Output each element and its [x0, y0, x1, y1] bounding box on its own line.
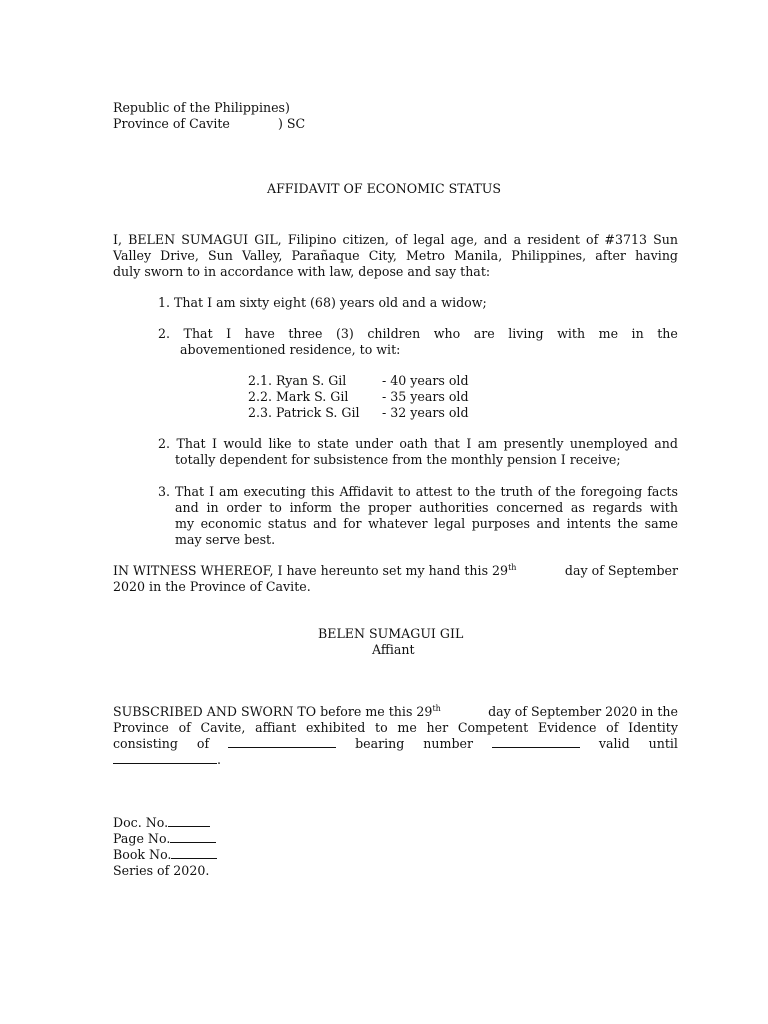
word: with: [649, 500, 678, 515]
word: and: [175, 500, 199, 515]
word: this: [310, 484, 335, 499]
word: executing: [243, 484, 306, 499]
item-2-line-2: abovementioned residence, to wit:: [180, 342, 401, 357]
word: economic: [200, 516, 262, 531]
word: I: [209, 484, 215, 499]
word: living: [508, 326, 544, 341]
witness-line-1: [113, 563, 678, 579]
word: legal: [413, 232, 445, 247]
word: having: [635, 248, 678, 263]
word: Affidavit: [339, 484, 394, 499]
caption-republic: Republic of the Philippines): [113, 100, 290, 115]
word: Manila,: [454, 248, 503, 263]
word: are: [473, 326, 495, 341]
series-year: Series of 2020.: [113, 863, 210, 878]
child-age: - 40 years old: [382, 373, 469, 388]
jurat-line-3: [113, 736, 678, 752]
item-4-line-2: [175, 500, 678, 516]
book-number-label: Book No.: [113, 847, 172, 862]
word: in: [631, 326, 644, 341]
word: proper: [368, 500, 412, 515]
word: #3713: [604, 232, 648, 247]
word: me: [397, 720, 417, 735]
word: oath: [399, 436, 428, 451]
word: presently: [503, 436, 564, 451]
word: resident: [527, 232, 580, 247]
jurat-text-b: day of September 2020 in the: [488, 704, 678, 719]
word: have: [244, 326, 275, 341]
word: a: [513, 232, 522, 247]
jurat-line-4: [113, 752, 221, 768]
word: of: [586, 232, 599, 247]
word: the: [339, 500, 361, 515]
word: and: [483, 232, 508, 247]
word: I: [226, 326, 232, 341]
jurat-of: of: [196, 736, 210, 751]
child-name: 2.2. Mark S. Gil: [248, 389, 349, 404]
word: Evidence: [537, 720, 597, 735]
child-name: 2.1. Ryan S. Gil: [248, 373, 347, 388]
book-number-blank[interactable]: [171, 847, 217, 859]
item-3-line-2: totally dependent for subsistence from the monthly pension I receive;: [175, 452, 621, 467]
word: Valley: [113, 248, 152, 263]
child-row: [248, 389, 469, 405]
word: after: [595, 248, 626, 263]
word: as: [570, 500, 585, 515]
word: would: [223, 436, 263, 451]
affiant-label: Affiant: [372, 642, 415, 657]
word: purposes: [471, 516, 530, 531]
doc-number-label: Doc. No.: [113, 815, 169, 830]
word: I,: [113, 232, 122, 247]
word: exhibited: [305, 720, 366, 735]
word: the: [617, 516, 639, 531]
word: truth: [500, 484, 533, 499]
word: concerned: [496, 500, 564, 515]
word: am: [219, 484, 239, 499]
word: Philippines,: [511, 248, 587, 263]
word: 3.: [158, 484, 171, 499]
word: status: [267, 516, 307, 531]
word: That: [176, 436, 206, 451]
word: and: [654, 436, 678, 451]
jurat-consisting: consisting: [113, 736, 178, 751]
word: BELEN: [128, 232, 176, 247]
caption-sc: ) SC: [278, 116, 306, 131]
jurat-line-1: [113, 704, 678, 720]
word: intents: [566, 516, 611, 531]
word: to: [457, 484, 470, 499]
word: to: [269, 500, 282, 515]
witness-text-a: IN WITNESS WHEREOF, I have hereunto set my hand this 29th: [113, 563, 517, 578]
word: Drive,: [160, 248, 199, 263]
word: Sun: [653, 232, 678, 247]
word: children: [367, 326, 421, 341]
word: authorities: [419, 500, 489, 515]
word: like: [268, 436, 292, 451]
word: of: [537, 484, 551, 499]
word: Cavite,: [200, 720, 246, 735]
document-title: AFFIDAVIT OF ECONOMIC STATUS: [266, 181, 502, 196]
witness-text-b: day of September: [564, 563, 678, 578]
word: and: [313, 516, 337, 531]
jurat-until: until: [648, 736, 678, 751]
item-4-line-3: [175, 516, 678, 532]
doc-number: [113, 815, 210, 831]
number-blank[interactable]: [492, 736, 580, 748]
intro-line-3: duly sworn to in accordance with law, depose and say that:: [113, 264, 491, 279]
word: Competent: [457, 720, 529, 735]
word: age,: [450, 232, 478, 247]
word: with: [557, 326, 586, 341]
word: Identity: [628, 720, 678, 735]
word: Filipino: [287, 232, 337, 247]
word: me: [598, 326, 619, 341]
word: That: [183, 326, 213, 341]
word: unemployed: [569, 436, 648, 451]
item-1: 1. That I am sixty eight (68) years old and a widow;: [158, 295, 487, 310]
affiant-name: BELEN SUMAGUI GIL: [318, 626, 464, 641]
valid-until-blank[interactable]: [113, 752, 217, 764]
jurat-period: .: [217, 752, 222, 767]
word: Sun: [207, 248, 233, 263]
word: in: [206, 500, 219, 515]
word: legal: [434, 516, 466, 531]
word: I: [466, 436, 472, 451]
jurat-number: number: [423, 736, 473, 751]
word: I: [212, 436, 218, 451]
page-number-blank[interactable]: [170, 831, 216, 843]
word: who: [433, 326, 461, 341]
word: whatever: [368, 516, 428, 531]
item-4-line-4: may serve best.: [175, 532, 276, 547]
word: 2.: [158, 326, 171, 341]
word: inform: [289, 500, 332, 515]
word: Valley,: [241, 248, 283, 263]
word: for: [343, 516, 362, 531]
jurat-text-a: SUBSCRIBED AND SWORN TO before me this 29th: [113, 704, 441, 719]
word: Metro: [406, 248, 446, 263]
word: SUMAGUI: [181, 232, 249, 247]
word: affiant: [255, 720, 297, 735]
doc-number-blank[interactable]: [168, 815, 210, 827]
word: to: [375, 720, 388, 735]
word: the: [474, 484, 496, 499]
item-4-line-1: [158, 484, 678, 500]
word: of: [395, 232, 408, 247]
item-2-line-1: [158, 326, 678, 342]
word: citizen,: [342, 232, 389, 247]
word: the: [555, 484, 576, 499]
word: my: [175, 516, 195, 531]
word: to: [398, 484, 411, 499]
word: That: [175, 484, 205, 499]
word: attest: [415, 484, 453, 499]
word: am: [477, 436, 498, 451]
child-age: - 35 years old: [382, 389, 469, 404]
evidence-blank[interactable]: [228, 736, 336, 748]
word: that: [434, 436, 460, 451]
word: (3): [335, 326, 354, 341]
word: of: [606, 720, 619, 735]
word: to: [298, 436, 311, 451]
word: state: [317, 436, 349, 451]
page-number-label: Page No.: [113, 831, 171, 846]
child-row: [248, 405, 469, 421]
child-name: 2.3. Patrick S. Gil: [248, 405, 360, 420]
word: under: [355, 436, 393, 451]
word: 2.: [158, 436, 171, 451]
word: of: [178, 720, 191, 735]
word: her: [426, 720, 449, 735]
word: foregoing: [580, 484, 643, 499]
page-number: [113, 831, 216, 847]
jurat-valid: valid: [598, 736, 630, 751]
word: Province: [113, 720, 169, 735]
word: City,: [368, 248, 397, 263]
child-row: [248, 373, 469, 389]
word: GIL,: [254, 232, 282, 247]
book-number: [113, 847, 217, 863]
word: and: [536, 516, 561, 531]
child-age: - 32 years old: [382, 405, 469, 420]
word: three: [288, 326, 323, 341]
witness-line-2: 2020 in the Province of Cavite.: [113, 579, 311, 594]
intro-line-2: [113, 248, 678, 264]
word: same: [644, 516, 678, 531]
word: the: [657, 326, 678, 341]
caption-province: Province of Cavite: [113, 116, 230, 131]
word: regards: [592, 500, 643, 515]
intro-line-1: [113, 232, 678, 248]
jurat-bearing: bearing: [355, 736, 405, 751]
item-3-line-1: [158, 436, 678, 452]
jurat-line-2: [113, 720, 678, 736]
word: facts: [647, 484, 678, 499]
word: order: [226, 500, 262, 515]
word: Parañaque: [291, 248, 360, 263]
